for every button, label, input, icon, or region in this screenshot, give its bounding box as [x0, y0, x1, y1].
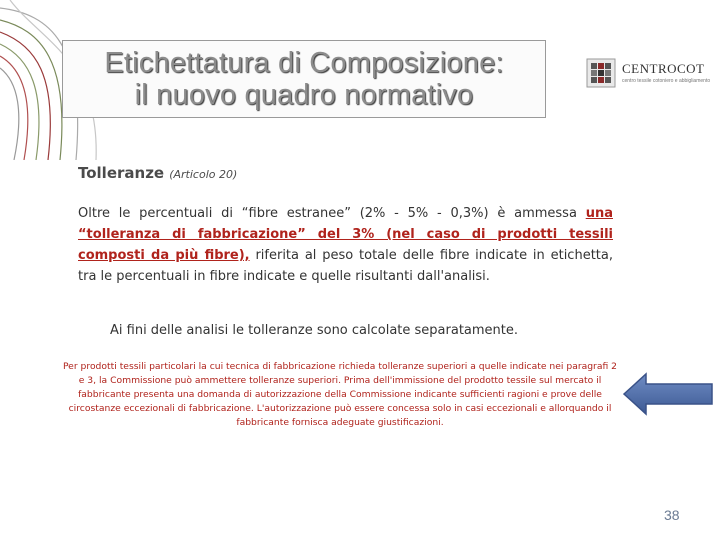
title-line-2: il nuovo quadro normativo [134, 79, 474, 111]
section-reference: (Articolo 20) [169, 168, 238, 181]
body-text-part1: Oltre le percentuali di “fibre estranee” (2% - 5% - 0,3%) è ammessa [78, 206, 586, 221]
centrocot-logo [586, 56, 714, 90]
title-box [62, 40, 546, 118]
body-text-part2: riferita al peso totale delle fibre indicate in etichetta, tra le percentuali in fibre indicate e quelle risultanti dall'analisi. [78, 248, 613, 284]
section-title: Tolleranze [78, 164, 165, 182]
page-number: 38 [664, 507, 680, 523]
body-highlight: una “tolleranza di fabbricazione” del 3% (nel caso di prodotti tessili composti da più fibre), [78, 206, 613, 263]
analysis-note: Ai fini delle analisi le tolleranze sono calcolate separatamente. [110, 323, 519, 338]
title-line-1: Etichettatura di Composizione: [104, 47, 504, 79]
arrow-left-icon [622, 370, 714, 418]
body-paragraph [78, 203, 613, 287]
logo-mark-icon [586, 58, 616, 88]
logo-tagline: centro tessile cotoniero e abbigliamento [622, 77, 711, 84]
section-heading [78, 163, 237, 182]
logo-name: CENTROCOT [622, 60, 705, 76]
red-paragraph: Per prodotti tessili particolari la cui tecnica di fabbricazione richieda tolleranze superiori a quelle indicate nei paragrafi 2 e 3, la Commissione può ammettere tolleranze superiori. Prima dell'immissione del prodotto tessile sul mercato il fabbricante presenta una domanda di autorizzazione della Commissione indicante sufficienti ragioni e prove delle circostanze eccezionali di fabbricazione. L'autorizzazione può essere concessa solo in casi eccezionali e allorquando il fabbricante fornisca adeguate giustificazioni. [62, 361, 618, 428]
